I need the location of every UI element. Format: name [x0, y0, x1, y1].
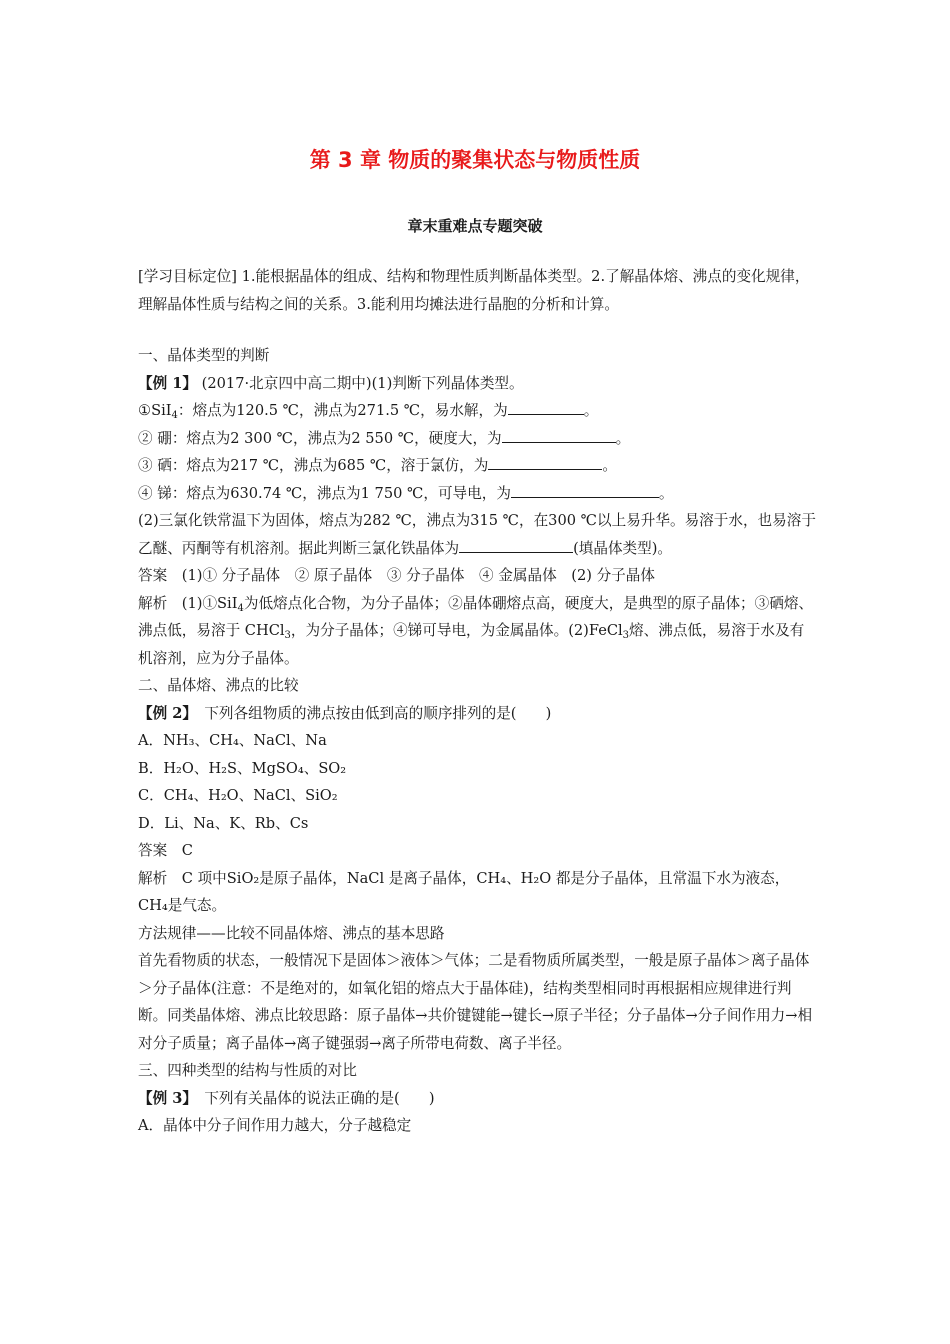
example2-option-b: B．H₂O、H₂S、MgSO₄、SO₂	[138, 759, 347, 777]
period: 。	[602, 457, 617, 474]
item1-subscript: 4	[171, 410, 178, 421]
example2-analysis: 解析 C 项中SiO₂是原子晶体，NaCl 是离子晶体，CH₄、H₂O 都是分子晶体，且常温下水为液态，CH₄是气态。	[138, 869, 790, 914]
example1-answer: 答案 (1)① 分子晶体 ② 原子晶体 ③ 分子晶体 ④ 金属晶体 (2) 分子晶体	[138, 567, 655, 584]
answer-blank	[511, 481, 659, 498]
section-subtitle: 章末重难点专题突破	[407, 217, 543, 235]
document-body	[138, 263, 818, 1140]
part2-text-b: (填晶体类型)。	[573, 539, 673, 557]
section2-heading: 二、晶体熔、沸点的比较	[138, 677, 299, 694]
example2-label: 【例 2】	[138, 704, 190, 722]
method-title: 方法规律——比较不同晶体熔、沸点的基本思路	[138, 924, 445, 942]
example1-item2	[138, 425, 818, 453]
example2-answer: 答案 C	[138, 842, 193, 859]
period: 。	[583, 402, 599, 419]
example1-intro	[138, 370, 818, 398]
answer-blank	[488, 453, 602, 470]
period: 。	[615, 429, 631, 447]
example2-question	[138, 700, 818, 728]
analysis-subscript-1: 4	[237, 602, 244, 614]
example3-question-text: 下列有关晶体的说法正确的是( )	[189, 1089, 435, 1107]
answer-blank	[459, 536, 573, 553]
part2-text-a: (2)三氯化铁常温下为固体，熔点为282 ℃，沸点为315 ℃，在300 ℃以上易升华。易溶于水，也易溶于乙醚、丙酮等有机溶剂。据此判断三氯化铁晶体为	[138, 512, 816, 557]
example1-item3	[138, 452, 818, 480]
example1-analysis	[138, 590, 818, 673]
answer-blank	[508, 398, 584, 415]
item2-text: ② 硼：熔点为2 300 ℃，沸点为2 550 ℃，硬度大，为	[138, 429, 502, 447]
item1-text-b: ：熔点为120.5 ℃，沸点为271.5 ℃，易水解，为	[177, 402, 508, 419]
learning-objectives: [学习目标定位] 1.能根据晶体的组成、结构和物理性质判断晶体类型。2.了解晶体熔、沸点的变化规律，理解晶体性质与结构之间的关系。3.能利用均摊法进行晶胞的分析和计算。	[138, 268, 810, 313]
example2-option-a: A．NH₃、CH₄、NaCl、Na	[138, 732, 327, 749]
chapter-title: 第 3 章 物质的聚集状态与物质性质	[309, 148, 641, 172]
example2-question-text: 下列各组物质的沸点按由低到高的顺序排列的是( )	[189, 704, 552, 722]
example2-option-d: D．Li、Na、K、Rb、Cs	[138, 814, 309, 832]
section3-heading: 三、四种类型的结构与性质的对比	[138, 1062, 357, 1079]
analysis-text-c: ，为分子晶体；④锑可导电，为金属晶体。(2)FeCl	[290, 622, 623, 639]
period: 。	[658, 484, 674, 502]
item3-text: ③ 硒：熔点为217 ℃，沸点为685 ℃，溶于氯仿，为	[138, 457, 489, 474]
example1-item1	[138, 397, 818, 425]
analysis-text-a: 解析 (1)①SiI	[138, 594, 238, 612]
method-text: 首先看物质的状态，一般情况下是固体＞液体＞气体；二是看物质所属类型，一般是原子晶体＞离子晶体＞分子晶体(注意：不是绝对的，如氧化铝的熔点大于晶体硅)，结构类型相同时再根据相应规律进行判断。同类晶体熔、沸点比较思路：原子晶体→共价键键能→键长→原子半径；分子晶体→分子间作用力→相对分子质量；离子晶体→离子键强弱→离子所带电荷数、离子半径。	[138, 952, 813, 1052]
analysis-subscript-2: 3	[284, 630, 291, 641]
item4-text: ④ 锑：熔点为630.74 ℃，沸点为1 750 ℃，可导电，为	[138, 484, 511, 502]
example3-question	[138, 1085, 818, 1113]
section1-heading: 一、晶体类型的判断	[138, 347, 270, 364]
example2-option-c: C．CH₄、H₂O、NaCl、SiO₂	[138, 787, 338, 804]
example1-source: (2017·北京四中高二期中)(1)判断下列晶体类型。	[197, 374, 524, 392]
example3-label: 【例 3】	[138, 1089, 190, 1107]
example1-part2	[138, 507, 818, 562]
analysis-text-d: 熔、沸点低，易溶于水及有机溶剂，应为分子晶体。	[138, 622, 805, 667]
example1-item4	[138, 480, 818, 508]
answer-blank	[502, 426, 616, 443]
item1-text-a: ①SiI	[138, 402, 172, 419]
example1-label: 【例 1】	[138, 374, 198, 392]
example3-option-a: A．晶体中分子间作用力越大，分子越稳定	[138, 1117, 412, 1134]
analysis-subscript-3: 3	[622, 630, 630, 641]
analysis-text-b: 为低熔点化合物，为分子晶体；②晶体硼熔点高，硬度大，是典型的原子晶体；③硒熔、沸点低，易溶于 CHCl	[138, 594, 814, 639]
